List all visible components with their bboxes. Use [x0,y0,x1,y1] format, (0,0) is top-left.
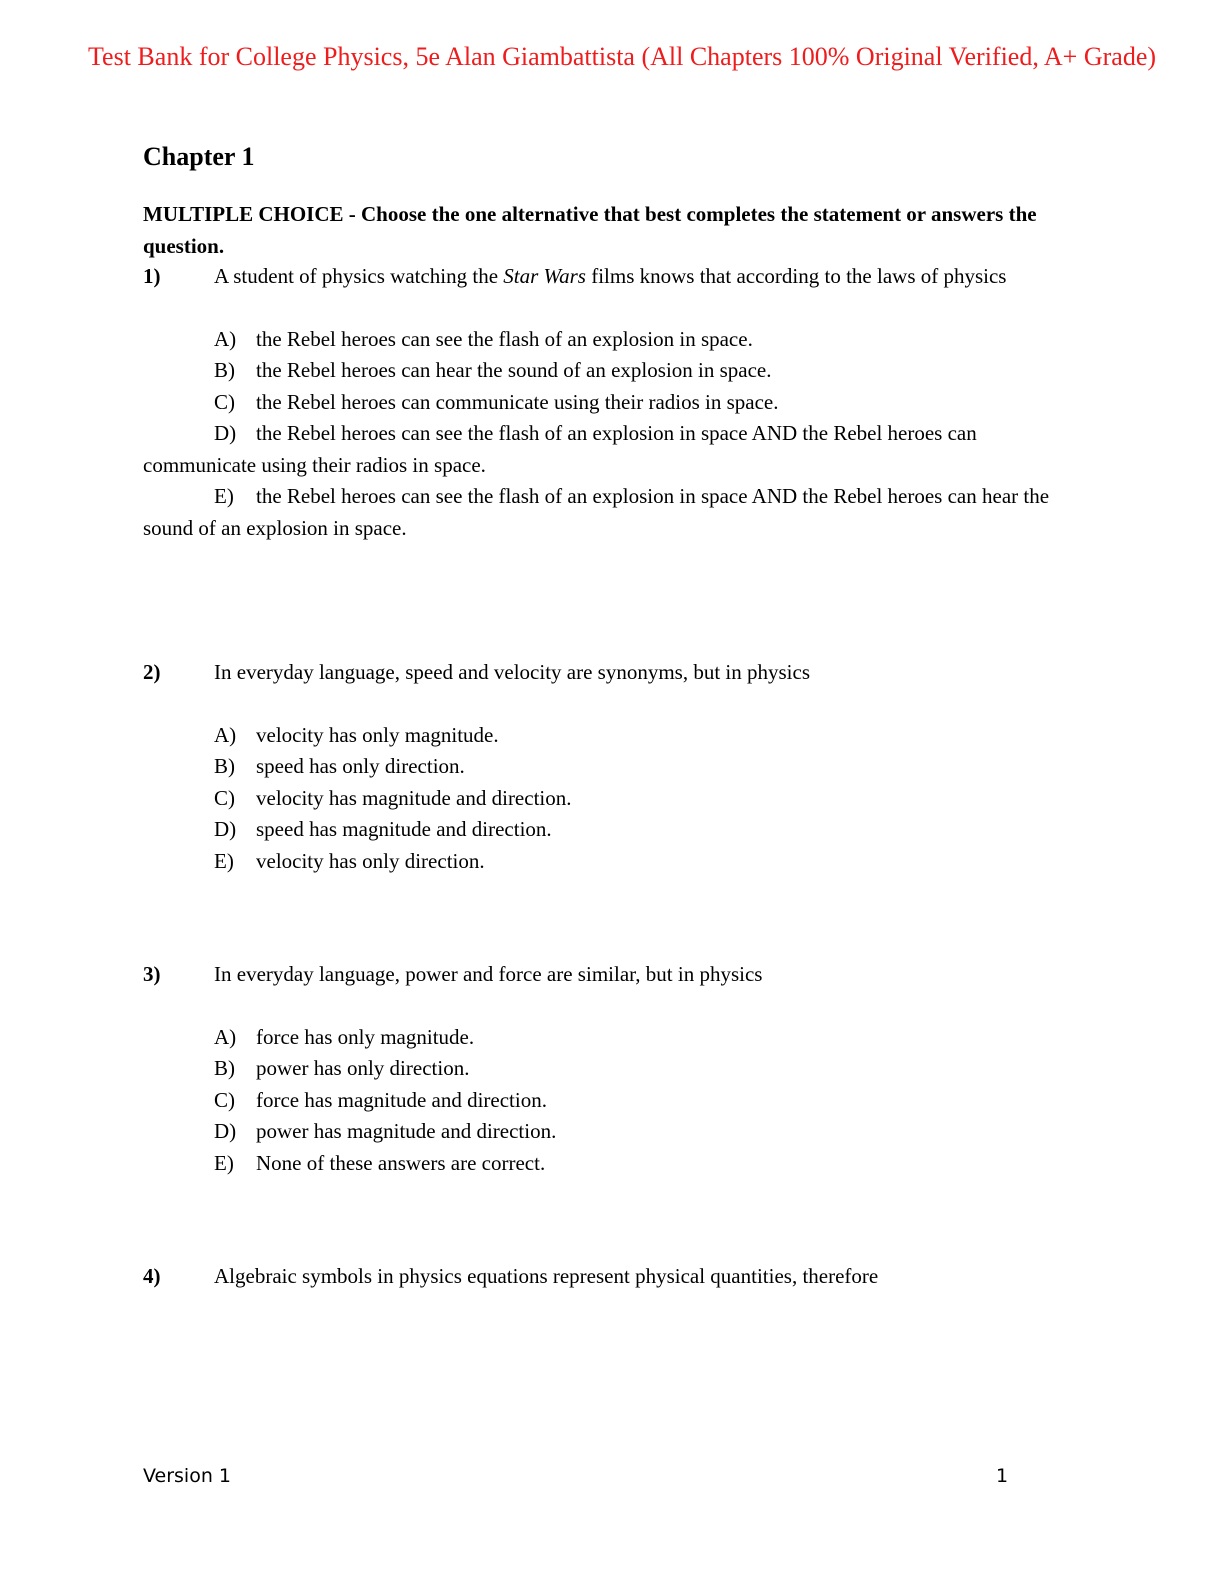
answer-option-e [143,481,1063,544]
option-letter: A) [214,722,237,747]
question-stem [143,1261,1063,1293]
option-text: power has magnitude and direction. [256,1119,557,1143]
question-stem-text: In everyday language, power and force are similar, but in physics [214,962,763,986]
question-3 [143,959,1063,1179]
option-text: the Rebel heroes can see the flash of an explosion in space AND the Rebel heroes can hear the sound of an explosion in space. [143,484,1050,540]
option-letter: C) [214,389,235,414]
question-stem [143,261,1063,293]
option-text: the Rebel heroes can communicate using their radios in space. [256,389,779,414]
option-text: force has magnitude and direction. [256,1087,547,1112]
question-number: 1) [143,264,161,288]
question-stem [143,959,1063,991]
option-text: speed has magnitude and direction. [256,817,552,841]
question-stem-text-continued: films knows that according to the laws of physics [585,264,1007,288]
question-stem-italic-title: Star Wars [503,264,586,288]
option-letter: D) [214,421,237,445]
answer-option-b [143,355,1063,387]
footer-page-number: 1 [996,1465,1009,1487]
answer-option-c [143,1085,1063,1117]
question-1 [143,261,1063,544]
option-letter: E) [214,1150,234,1175]
option-text: velocity has only magnitude. [256,722,499,747]
footer-version: Version 1 [143,1465,231,1487]
option-text: velocity has only direction. [256,848,485,873]
option-letter: B) [214,358,235,382]
option-text: the Rebel heroes can see the flash of an explosion in space AND the Rebel heroes can communicate using their radios in space. [143,421,977,477]
option-letter: B) [214,754,235,778]
option-letter: B) [214,1056,235,1080]
answer-option-a [143,720,1063,752]
option-letter: E) [214,484,234,508]
answer-options [143,324,1063,545]
section-instructions: MULTIPLE CHOICE - Choose the one alternative that best completes the statement or answers the question. [143,202,1037,258]
answer-options [143,720,1063,878]
answer-option-e [143,846,1063,878]
answer-option-c [143,783,1063,815]
answer-option-d [143,1116,1063,1148]
question-number: 4) [143,1264,161,1288]
option-letter: C) [214,1087,235,1112]
option-text: power has only direction. [256,1056,470,1080]
option-letter: E) [214,848,234,873]
option-text: the Rebel heroes can hear the sound of an explosion in space. [256,358,772,382]
option-letter: A) [214,1024,237,1049]
question-stem [143,657,1063,689]
question-stem-text: Algebraic symbols in physics equations represent physical quantities, therefore [214,1264,879,1288]
option-text: None of these answers are correct. [256,1150,546,1175]
answer-options [143,1022,1063,1180]
answer-option-e [143,1148,1063,1180]
option-text: force has only magnitude. [256,1024,475,1049]
document-header-title: Test Bank for College Physics, 5e Alan Giambattista (All Chapters 100% Original Verified, A+ Grade) [87,42,1157,71]
answer-option-a [143,1022,1063,1054]
question-4 [143,1261,1063,1293]
option-letter: A) [214,326,237,351]
answer-option-d [143,418,1063,481]
option-text: velocity has magnitude and direction. [256,785,572,810]
option-letter: C) [214,785,235,810]
option-letter: D) [214,1119,237,1143]
option-text: the Rebel heroes can see the flash of an explosion in space. [256,326,753,351]
option-text: speed has only direction. [256,754,465,778]
answer-option-b [143,751,1063,783]
answer-option-c [143,387,1063,419]
question-2 [143,657,1063,877]
question-stem-text: In everyday language, speed and velocity are synonyms, but in physics [214,660,811,684]
question-number: 2) [143,660,161,684]
answer-option-d [143,814,1063,846]
option-letter: D) [214,817,237,841]
question-number: 3) [143,962,161,986]
answer-option-b [143,1053,1063,1085]
question-stem-text: A student of physics watching the [214,264,504,288]
answer-option-a [143,324,1063,356]
chapter-title: Chapter 1 [143,142,255,171]
